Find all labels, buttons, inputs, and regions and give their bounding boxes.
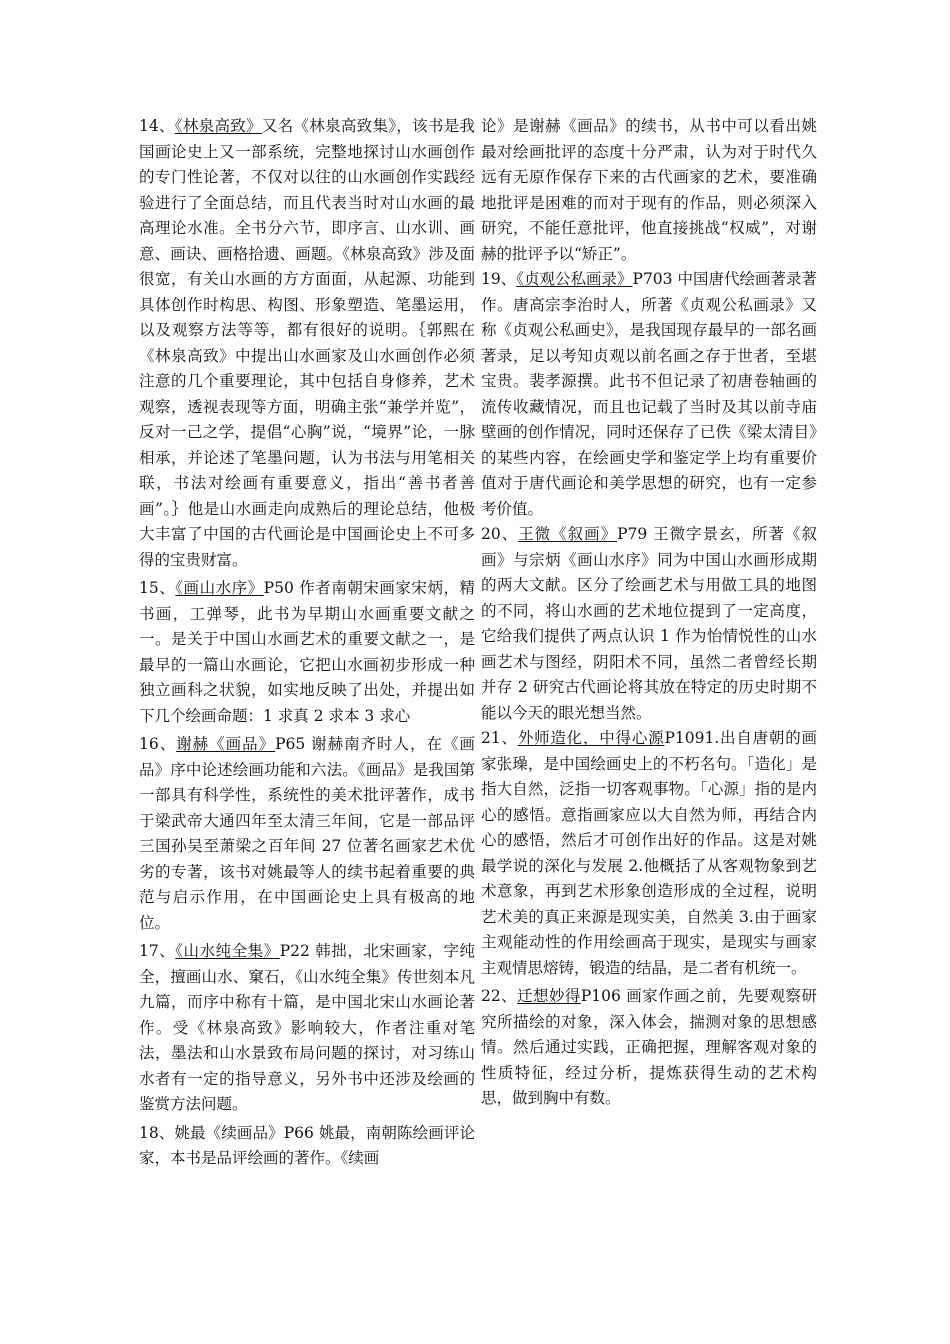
document-page [139,114,817,1224]
entry-title: 《山水纯全集》 [175,942,280,960]
entry-number: 16、 [139,735,177,753]
entry-title: 谢赫《画品》 [176,735,276,753]
entry-number: 19、 [481,270,517,288]
entry-number: 22、 [481,987,518,1005]
entry-number: 20、 [481,525,519,543]
entry-body: 姚最《续画品》P66 姚最，南朝陈绘画评论家，本书是品评绘画的著作。《续画 [139,1123,475,1167]
entry-16 [139,732,475,936]
entry-number: 14、 [139,117,175,135]
entry-22 [481,984,817,1112]
entry-14 [139,114,475,573]
entry-15 [139,576,475,729]
entry-18-continued [481,114,817,267]
entry-title: 《贞观公私画录》 [516,270,633,288]
entry-body: P22 韩拙，北宋画家，字纯全，擅画山水、窠石，《山水纯全集》传世刻本凡九篇，而序中称有十篇，是中国北宋山水画论著作。受《林泉高致》影响较大，作者注重对笔法，墨法和山水景致布局问题的探讨，对习练山水者有一定的指导意义，另外书中还涉及绘画的鉴赏方法问题。 [139,942,475,1113]
entry-body: P79 王微字景玄，所著《叙画》与宗炳《画山水序》同为中国山水画形成期的两大文献。区分了绘画艺术与用做工具的地图的不同，将山水画的艺术地位提到了一定高度，它给我们提供了两点认识 1 作为怡情悦性的山水画艺术与图经，阴阳术不同，虽然二者曾经长期并存 2 研究古代画论将其放在特定的历史时期不能以今天的眼光想当然。 [481,525,817,722]
entry-body: 又名《林泉高致集》，该书是我国画论史上又一部系统，完整地探讨山水画创作的专门性论著，不仅对以往的山水画创作实践经验进行了全面总结，而且代表当时对山水画的最高理论水准。全书分六节，即序言、山水训、画意、画诀、画格拾遗、画题。《林泉高致》涉及面很宽，有关山水画的方方面面，从起源、功能到具体创作时构思、构图、形象塑造、笔墨运用，以及观察方法等等，都有很好的说明。｛郭熙在《林泉高致》中提出山水画家及山水画创作必须注意的几个重要理论，其中包括自身修养，艺术观察，透视表现等方面，明确主张“兼学并览”，反对一己之学，提倡“心胸”说，“境界”论，一脉相承，并论述了笔墨问题，认为书法与用笔相关联，书法对绘画有重要意义，指出“善书者善画”。｝他是山水画走向成熟后的理论总结，他极大丰富了中国的古代画论是中国画论史上不可多得的宝贵财富。 [139,117,475,569]
entry-number: 17、 [139,942,176,960]
entry-number: 15、 [139,579,176,597]
entry-title: 《林泉高致》 [174,117,262,135]
entry-title: 外师造化，中得心源 [517,729,665,747]
entry-body: 论》是谢赫《画品》的续书，从书中可以看出姚最对绘画批评的态度十分严肃，认为对于时代久远有无原作保存下来的古代画家的艺术，要准确地批评是困难的而对于现有的作品，则必须深入研究，不能任意批评，他直接挑战“权威”，对谢赫的批评予以“矫正”。 [481,117,817,263]
entry-number: 21、 [481,729,518,747]
entry-19 [481,267,817,522]
entry-body: P65 谢赫南齐时人，在《画品》序中论述绘画功能和六法。《画品》是我国第一部具有科学性，系统性的美术批评著作，成书于梁武帝大通四年至太清三年间，它是一部品评三国孙吴至萧梁之百年间 27 位著名画家艺术优劣的专著，该书对姚最等人的续书起着重要的典范与启示作用，在中国画论史上具有极高的地位。 [139,735,475,932]
entry-20 [481,522,817,726]
entry-body: P50 作者南朝宋画家宋炳，精书画，工弹琴，此书为早期山水画重要文献之一。是关于中国山水画艺术的重要文献之一，是最早的一篇山水画论，它把山水画初步形成一种独立画科之状貌，如实地反映了出处，并提出如下几个绘画命题：1 求真 2 求本 3 求心 [139,579,475,725]
right-column [481,114,817,1224]
entry-body: P703 中国唐代绘画著录著作。唐高宗李治时人，所著《贞观公私画录》又称《贞观公私画史》，是我国现存最早的一部名画著录，足以考知贞观以前名画之存于世者，至堪宝贵。裴孝源撰。此书不但记录了初唐卷轴画的流传收藏情况，而且也记载了当时及其以前寺庙壁画的创作情况，同时还保存了已佚《梁太清目》的某些内容，在绘画史学和鉴定学上均有重要价值对于唐代画论和美学思想的研究，也有一定参考价值。 [481,270,817,518]
entry-17 [139,939,475,1118]
entry-title: 王微《叙画》 [518,525,618,543]
entry-title: 《画山水序》 [175,579,264,597]
left-column [139,114,475,1224]
entry-18 [139,1121,475,1172]
entry-number: 18、 [139,1123,175,1142]
entry-title: 迁想妙得 [517,987,581,1005]
entry-21 [481,726,817,981]
entry-body: P1091.出自唐朝的画家张璪，是中国绘画史上的不朽名句。「造化」是指大自然，泛指一切客观事物。「心源」指的是内心的感悟。意指画家应以大自然为师，再结合内心的感悟，然后才可创作出好的作品。这是对姚最学说的深化与发展 2.他概括了从客观物象到艺术意象，再到艺术形象创造形成的全过程，说明艺术美的真正来源是现实美，自然美 3.由于画家主观能动性的作用绘画高于现实，是现实与画家主观情思熔铸，锻造的结晶，是二者有机统一。 [481,729,817,977]
entry-body: P106 画家作画之前，先要观察研究所描绘的对象，深入体会，揣测对象的思想感情。然后通过实践，正确把握，理解客观对象的性质特征，经过分析，提炼获得生动的艺术构思，做到胸中有数。 [481,987,817,1107]
